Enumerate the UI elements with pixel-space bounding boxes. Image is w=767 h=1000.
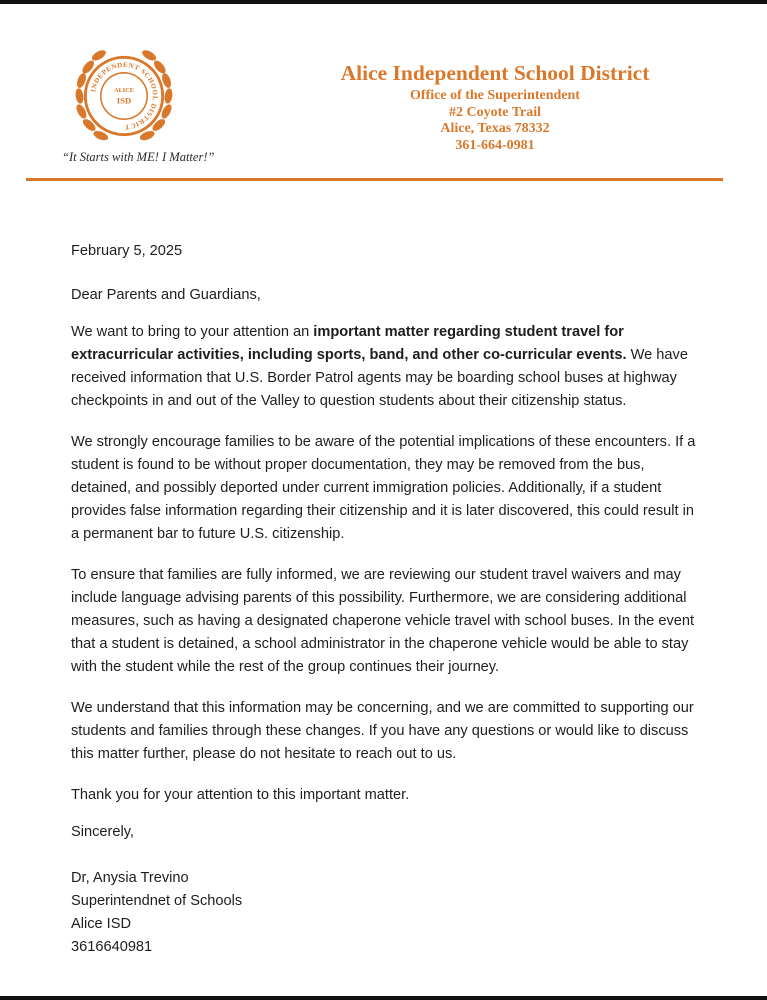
svg-text:ALICE: ALICE: [114, 87, 134, 95]
signer-title: Superintendnet of Schools: [71, 893, 243, 909]
signer-organization: Alice ISD: [71, 916, 132, 932]
paragraph-3: To ensure that families are fully informed, we are reviewing our student travel waivers and may include language advising parents of this possibility. Furthermore, we are considering additional measures, such as having a designated chaperone vehicle travel with school buses. In the event that a student is detained, a school administrator in the chaperone vehicle would be able to stay with the student while the rest of the group continues their journey.: [71, 567, 695, 675]
svg-text:ISD: ISD: [116, 95, 132, 106]
letterhead-divider: [26, 178, 723, 181]
page-bottom-edge: [0, 996, 767, 1000]
letter-body: [71, 240, 706, 959]
signer-phone: 3616640981: [71, 939, 153, 955]
office-title: Office of the Superintendent: [410, 88, 580, 103]
street-address: #2 Coyote Trail: [448, 104, 542, 120]
district-motto: “It Starts with ME! I Matter!”: [62, 150, 215, 164]
paragraph-1-lead: We want to bring to your attention an: [71, 324, 314, 340]
district-seal-logo: [66, 38, 182, 154]
district-name: Alice Independent School District: [340, 61, 650, 85]
svg-text:INDEPENDENT SCHOOL DISTRICT: INDEPENDENT SCHOOL DISTRICT: [89, 60, 160, 132]
salutation: Dear Parents and Guardians,: [71, 287, 261, 303]
page-top-edge: [0, 0, 767, 4]
closing: Sincerely,: [71, 824, 134, 840]
city-state-zip: Alice, Texas 78332: [440, 121, 550, 136]
paragraph-4: We understand that this information may be concerning, and we are committed to supporting our students and families through these changes. If you have any questions or would like to discuss this matter further, please do not hesitate to reach out to us.: [71, 700, 694, 762]
paragraph-1-rest: We have received information that U.S. Border Patrol agents may be boarding school buses at highway checkpoints in and out of the Valley to question students about their citizenship status.: [71, 347, 688, 409]
letterhead: [300, 58, 690, 154]
paragraph-2: We strongly encourage families to be aware of the potential implications of these encounters. If a student is found to be without proper documentation, they may be removed from the bus, detained, and possibly deported under current immigration policies. Additionally, if a student provides false information regarding their citizenship and it is later discovered, this could result in a permanent bar to future U.S. citizenship.: [71, 434, 696, 542]
office-phone: 361-664-0981: [455, 137, 535, 153]
thanks-line: Thank you for your attention to this important matter.: [71, 787, 410, 803]
signature-block: [71, 867, 706, 959]
letter-date: February 5, 2025: [71, 243, 183, 259]
paragraph-1: [71, 321, 706, 413]
signer-name: Dr, Anysia Trevino: [71, 870, 189, 886]
paragraph-1-emphasis: important matter regarding student travel for extracurricular activities, including sports, band, and other co-curricular events.: [71, 324, 627, 363]
